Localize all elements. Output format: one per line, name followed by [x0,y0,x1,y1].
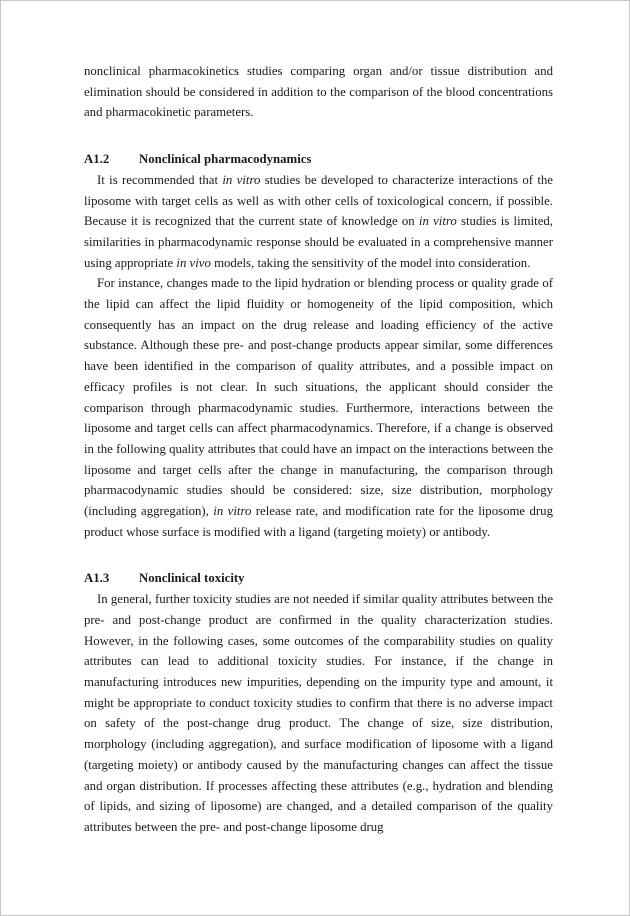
paragraph-pharmacodynamics-2 [84,273,553,542]
section-heading-a1-2 [84,149,553,170]
text-run: nonclinical pharmacokinetics studies comparing organ and/or tissue distribution and elimination should be considered in addition to the comparison of the blood concentrations and pharmacokinetic parameters. [84,64,553,120]
text-run: studies be developed to characterize interactions of the liposome with target cells as well as with other cells of toxicological concern, if possible. Because it is recognized that the current state of knowledge on [84,172,553,229]
text-run: In general, further toxicity studies are not needed if similar quality attributes between the pre- and post-change product are confirmed in the quality characterization studies. However, in the following cases, some outcomes of the comparability studies on quality attributes can lead to additional toxicity studies. For instance, if the change in manufacturing introduces new impurities, depending on the impurity type and amount, it might be appropriate to conduct toxicity studies to confirm that there is no adverse impact on safety of the post-change drug product. The change of size, size distribution, morphology (including aggregation), and surface modification of liposome with a ligand (targeting moiety) or antibody caused by the manufacturing changes can affect the tissue and organ distribution. If processes affecting these attributes (e.g., hydration and blending of lipids, and sizing of liposome) are changed, and a detailed comparison of the quality attributes between the pre- and post-change liposome drug [84,592,553,834]
text-run: models, taking the sensitivity of the model into consideration. [210,255,531,270]
section-number: A1.3 [84,571,110,586]
section-title: Nonclinical pharmacodynamics [139,152,312,167]
text-run: release rate, and modification rate for the liposome drug product whose surface is modified with a ligand (targeting moiety) or antibody. [84,504,553,539]
text-run: in vitro [213,504,252,519]
text-run: studies is limited, similarities in pharmacodynamic response should be evaluated in a comprehensive manner using appropriate [84,214,553,270]
section-heading-a1-3 [84,568,553,589]
text-run: It is recommended that [97,172,223,187]
text-run: For instance, changes made to the lipid hydration or blending process or quality grade of the lipid can affect the lipid fluidity or homogeneity of the lipid composition, which consequently has an impact on the drug release and loading efficiency of the active substance. Although these pre- and post-change products appear similar, some differences have been identified in the comparison of quality attributes, and a possible impact on efficacy profiles is not clear. In such situations, the applicant should consider the comparison through pharmacodynamic studies. Furthermore, interactions between the liposome and target cells can affect pharmacodynamics. Therefore, if a change is observed in the following quality attributes that could have an impact on the interactions between the liposome and target cells after the change in manufacturing, the comparison through pharmacodynamic studies should be considered: size, size distribution, morphology (including aggregation), [84,276,553,519]
text-run: in vitro [418,214,457,229]
section-number: A1.2 [84,152,110,167]
text-run: in vitro [222,172,261,187]
paragraph-toxicity-1 [84,589,553,837]
text-run: in vivo [176,255,211,270]
page-content [84,61,553,838]
paragraph-continuation [84,61,553,123]
section-title: Nonclinical toxicity [139,571,245,586]
paragraph-pharmacodynamics-1 [84,170,553,274]
